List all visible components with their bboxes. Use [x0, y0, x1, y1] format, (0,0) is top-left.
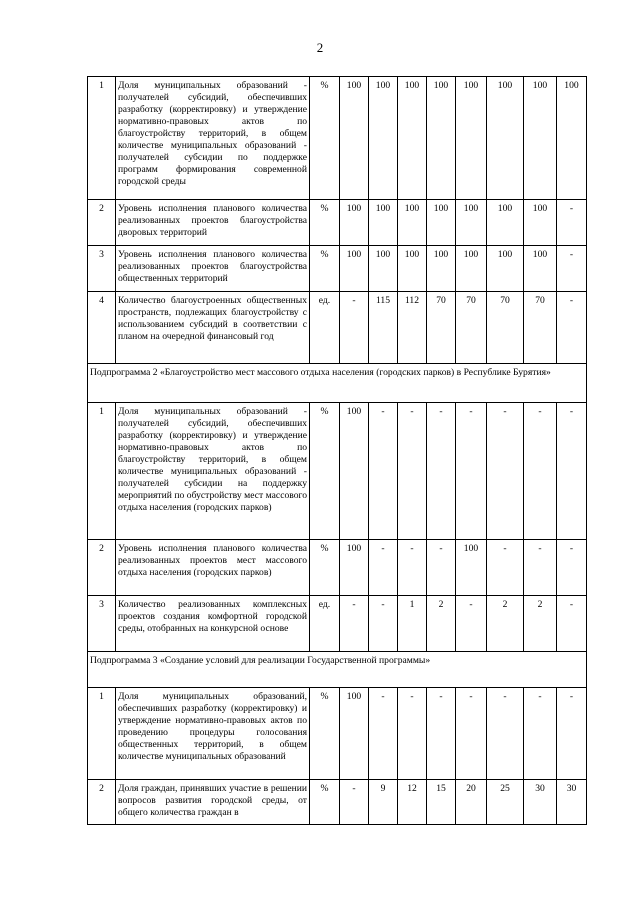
value-cell: -	[398, 403, 427, 540]
table-row	[88, 403, 587, 540]
value-cell: 100	[340, 200, 369, 246]
value-cell: -	[340, 596, 369, 652]
value-cell: 100	[456, 77, 487, 200]
value-cell: -	[340, 292, 369, 364]
row-number: 1	[88, 77, 116, 200]
value-cell: 9	[369, 780, 398, 825]
value-cell: -	[398, 688, 427, 780]
value-cell: 70	[524, 292, 557, 364]
subprogram-row	[88, 364, 587, 403]
value-cell: -	[427, 403, 456, 540]
value-cell: 100	[524, 77, 557, 200]
value-cell: -	[557, 540, 587, 596]
subprogram-title: Подпрограмма 3 «Создание условий для реализации Государственной программы»	[88, 652, 587, 688]
value-cell: -	[369, 688, 398, 780]
indicator-name: Доля муниципальных образований - получателей субсидий, обеспечивших разработку (корректировку) и утверждение нормативно-правовых актов по благоустройству территорий, в общем количестве муниципальных образований - получателей субсидии по поддержке программ формирования современной городской среды	[116, 77, 310, 200]
value-cell: -	[340, 780, 369, 825]
value-cell: 30	[557, 780, 587, 825]
value-cell: -	[557, 596, 587, 652]
value-cell: -	[557, 292, 587, 364]
table-row	[88, 780, 587, 825]
value-cell: 100	[340, 540, 369, 596]
value-cell: 100	[427, 200, 456, 246]
value-cell: 100	[340, 246, 369, 292]
value-cell: 100	[340, 77, 369, 200]
value-cell: 100	[456, 246, 487, 292]
value-cell: -	[557, 688, 587, 780]
value-cell: 100	[369, 200, 398, 246]
indicator-name: Уровень исполнения планового количества реализованных проектов благоустройства общественных территорий	[116, 246, 310, 292]
value-cell: 2	[427, 596, 456, 652]
value-cell: 100	[487, 77, 524, 200]
row-number: 1	[88, 688, 116, 780]
table-row	[88, 77, 587, 200]
indicator-name: Доля муниципальных образований - получателей субсидий, обеспечивших разработку (корректировку) и утверждение нормативно-правовых актов по благоустройству территорий, в общем количестве муниципальных образований - получателей субсидии на поддержку мероприятий по обустройству мест массового отдыха населения (городских парков)	[116, 403, 310, 540]
value-cell: -	[427, 540, 456, 596]
value-cell: -	[427, 688, 456, 780]
value-cell: 100	[340, 688, 369, 780]
value-cell: 25	[487, 780, 524, 825]
unit-cell: ед.	[310, 596, 340, 652]
value-cell: 100	[456, 540, 487, 596]
unit-cell: %	[310, 688, 340, 780]
unit-cell: %	[310, 77, 340, 200]
value-cell: 115	[369, 292, 398, 364]
table-row	[88, 596, 587, 652]
value-cell: -	[524, 688, 557, 780]
indicator-name: Количество благоустроенных общественных пространств, подлежащих благоустройству с использованием субсидий в соответствии с планом на очередной финансовый год	[116, 292, 310, 364]
table-row	[88, 200, 587, 246]
value-cell: 30	[524, 780, 557, 825]
indicator-name: Уровень исполнения планового количества реализованных проектов мест массового отдыха населения (городских парков)	[116, 540, 310, 596]
value-cell: 100	[398, 77, 427, 200]
value-cell: -	[557, 200, 587, 246]
value-cell: -	[557, 246, 587, 292]
indicator-name: Уровень исполнения планового количества реализованных проектов благоустройства дворовых территорий	[116, 200, 310, 246]
value-cell: 100	[456, 200, 487, 246]
value-cell: 112	[398, 292, 427, 364]
value-cell: 100	[427, 77, 456, 200]
subprogram-row	[88, 652, 587, 688]
row-number: 3	[88, 246, 116, 292]
value-cell: 12	[398, 780, 427, 825]
value-cell: 100	[340, 403, 369, 540]
row-number: 3	[88, 596, 116, 652]
value-cell: 100	[487, 200, 524, 246]
table-row	[88, 540, 587, 596]
value-cell: 2	[524, 596, 557, 652]
value-cell: 1	[398, 596, 427, 652]
unit-cell: %	[310, 540, 340, 596]
unit-cell: %	[310, 403, 340, 540]
value-cell: -	[456, 596, 487, 652]
value-cell: -	[369, 403, 398, 540]
table-row	[88, 246, 587, 292]
indicator-name: Количество реализованных комплексных проектов создания комфортной городской среды, отобранных на конкурсной основе	[116, 596, 310, 652]
value-cell: -	[487, 540, 524, 596]
unit-cell: ед.	[310, 292, 340, 364]
value-cell: 100	[524, 246, 557, 292]
table-row	[88, 292, 587, 364]
row-number: 2	[88, 200, 116, 246]
value-cell: -	[369, 596, 398, 652]
value-cell: -	[524, 403, 557, 540]
value-cell: -	[557, 403, 587, 540]
unit-cell: %	[310, 780, 340, 825]
value-cell: 100	[557, 77, 587, 200]
indicators-table	[87, 76, 587, 825]
value-cell: 100	[398, 200, 427, 246]
value-cell: 100	[524, 200, 557, 246]
value-cell: -	[456, 403, 487, 540]
value-cell: -	[524, 540, 557, 596]
value-cell: 100	[487, 246, 524, 292]
row-number: 1	[88, 403, 116, 540]
unit-cell: %	[310, 200, 340, 246]
value-cell: 100	[369, 77, 398, 200]
unit-cell: %	[310, 246, 340, 292]
indicator-name: Доля муниципальных образований, обеспечивших разработку (корректировку) и утверждение нормативно-правовых актов по проведению процедуры голосования общественных территорий, в общем количестве муниципальных образований	[116, 688, 310, 780]
value-cell: -	[369, 540, 398, 596]
indicator-name: Доля граждан, принявших участие в решении вопросов развития городской среды, от общего количества граждан в	[116, 780, 310, 825]
row-number: 2	[88, 780, 116, 825]
value-cell: 100	[369, 246, 398, 292]
value-cell: -	[398, 540, 427, 596]
value-cell: -	[456, 688, 487, 780]
value-cell: -	[487, 688, 524, 780]
page-number: 2	[316, 40, 324, 55]
row-number: 2	[88, 540, 116, 596]
value-cell: 70	[456, 292, 487, 364]
value-cell: 15	[427, 780, 456, 825]
row-number: 4	[88, 292, 116, 364]
value-cell: 2	[487, 596, 524, 652]
value-cell: 100	[427, 246, 456, 292]
value-cell: -	[487, 403, 524, 540]
value-cell: 70	[427, 292, 456, 364]
value-cell: 20	[456, 780, 487, 825]
table-row	[88, 688, 587, 780]
value-cell: 100	[398, 246, 427, 292]
subprogram-title: Подпрограмма 2 «Благоустройство мест массового отдыха населения (городских парков) в Республике Бурятия»	[88, 364, 587, 403]
value-cell: 70	[487, 292, 524, 364]
